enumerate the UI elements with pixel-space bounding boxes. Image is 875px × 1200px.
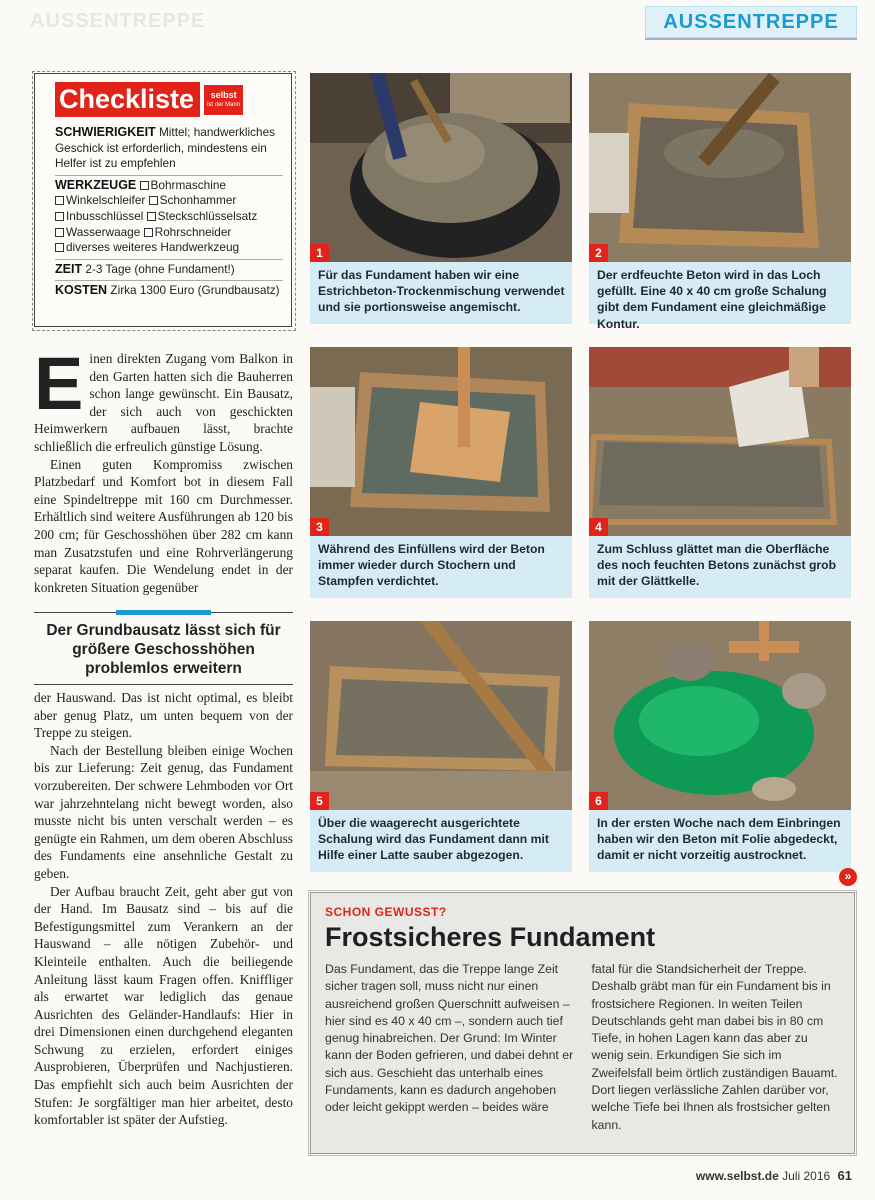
step-1: [310, 73, 572, 324]
step-number-badge: 6: [589, 792, 608, 810]
info-title: Frostsicheres Fundament: [325, 922, 656, 952]
article-paragraph: Nach der Bestellung bleiben einige Wochen bis zur Lieferung: Zeit genug, das Fundament vorzubereiten. Der schwere Lehmboden vor Ort war jahrzehntelang nicht bewegt worden, also musste nicht bis unten verschalt werden – es genügte ein Rahmen, um dem oberen Abschluss des Fundaments eine ansehnliche Gestalt zu geben.: [34, 742, 293, 881]
article-paragraph: der Hauswand. Das ist nicht optimal, es bleibt aber genug Platz, um unten bequem von der Treppe zu steigen.: [34, 690, 293, 741]
drop-cap: E: [34, 342, 84, 425]
step-number-badge: 5: [310, 792, 329, 810]
info-column-left: Das Fundament, das die Treppe lange Zeit sicher tragen soll, muss nicht nur einen ausreichend großen Querschnitt aufweisen – hier sind es 40 x 40 cm –, sondern auch tief genug hinabreichen. Der Grund: Im Winter kann der Boden gefrieren, und dabei dehnt er sich aus. Geschieht das unterhalb eines Fundaments, kann es dadurch angehoben oder leicht gekippt werden – beides wäre: [325, 962, 574, 1115]
photo-mixing-bucket: [310, 73, 572, 262]
checkbox-icon: [140, 181, 149, 190]
selbst-logo: selbst ist der Mann: [203, 84, 244, 116]
checklist-time: ZEIT 2-3 Tage (ohne Fundament!): [55, 260, 283, 282]
checkbox-icon: [55, 243, 64, 252]
checklist-box: [34, 73, 292, 327]
photo-formwork-filling: [589, 73, 851, 262]
step-caption: In der ersten Woche nach dem Einbringen haben wir den Beton mit Folie abgedeckt, damit er nicht vorzeitig austrocknet.: [589, 810, 851, 872]
step-number-badge: 4: [589, 518, 608, 536]
ghost-header-text: AUSSENTREPPE: [30, 10, 206, 32]
article-paragraph: Der Aufbau braucht Zeit, geht aber gut von der Hand. Im Bausatz sind – bis auf die Befestigungsmittel zum Verankern an der Hauswand – alle nötigen Zubehör- und Kleinteile enthalten. Auch die beiliegende Anleitung lässt kaum Fragen offen. Kniffliger als erwartet war lediglich das genaue Ausrichten des Geländer-Handlaufs: Hier in drei Dimensionen einen durchgehend eleganten Schwung zu erzielen, erfordert einiges Ausprobieren, Überprüfen und Nachjustieren. Das empfiehlt sich auch beim Ausrichten der Stufen: Je sorgfältiger man hier arbeitet, desto komfortabler ist später der Aufstieg.: [34, 883, 293, 1128]
checkbox-icon: [144, 228, 153, 237]
checkbox-icon: [55, 196, 64, 205]
checkbox-icon: [147, 212, 156, 221]
checklist-cost: KOSTEN Zirka 1300 Euro (Grundbausatz): [55, 283, 280, 298]
info-kicker: SCHON GEWUSST?: [325, 905, 447, 919]
step-number-badge: 1: [310, 244, 329, 262]
article-paragraph: Einen guten Kompromiss zwischen Platzbedarf und Komfort bot in diesem Fall eine Spindeltreppe mit 160 cm Durchmesser. Erhältlich sind weitere Ausführungen ab 120 bis 200 cm; für Geschosshöhen über 282 cm kann man Zusatzstufen und eine Rohrverlängerung separat kaufen. Die Wendelung endet in der konkreten Situation gegenüber: [34, 456, 293, 595]
step-caption: Für das Fundament haben wir eine Estrichbeton-Trockenmischung verwendet und sie portionsweise angemischt.: [310, 262, 572, 324]
footer-site: www.selbst.de: [695, 1169, 779, 1183]
page-number: 61: [837, 1168, 852, 1183]
checklist-tools: WERKZEUGE Bohrmaschine Winkelschleifer Schonhammer Inbusschlüssel Steckschlüsselsatz Wasserwaage Rohrschneider diverses weiteres Handwerkzeug: [55, 176, 283, 260]
step-6: [589, 621, 851, 872]
step-number-badge: 3: [310, 518, 329, 536]
continue-arrow-icon: »: [839, 868, 857, 886]
page-footer: [696, 1168, 852, 1183]
section-tab: AUSSENTREPPE: [645, 6, 857, 38]
info-box: [310, 892, 855, 1154]
checklist-title: Checkliste: [55, 82, 200, 117]
checkbox-icon: [149, 196, 158, 205]
info-columns: [325, 961, 840, 1134]
photo-compacting: [310, 347, 572, 536]
checkbox-icon: [55, 228, 64, 237]
checklist-header: [55, 82, 283, 117]
step-5: [310, 621, 572, 872]
footer-issue: Juli 2016: [782, 1169, 831, 1183]
article-text-top: [34, 342, 293, 596]
photo-leveling-batten: [310, 621, 572, 810]
step-number-badge: 2: [589, 244, 608, 262]
step-caption: Der erdfeuchte Beton wird in das Loch gefüllt. Eine 40 x 40 cm große Schalung gibt dem Fundament eine gleichmäßige Kontur.: [589, 262, 851, 324]
photo-foil-cover: [589, 621, 851, 810]
step-2: [589, 73, 851, 331]
checklist-difficulty: SCHWIERIGKEIT Mittel; handwerkliches Geschick ist erforderlich, mindestens ein Helfer ist zu empfehlen: [55, 123, 283, 176]
step-4: [589, 347, 851, 598]
photo-smoothing: [589, 347, 851, 536]
article-text-bottom: [34, 689, 293, 1129]
checkbox-icon: [55, 212, 64, 221]
article-paragraph: Einen direkten Zugang vom Balkon in den Garten hatten sich die Bauherren schon lange gewünscht. Ein Bausatz, der sich auch von geschickten Heimwerkern aufbauen lässt, brachte schließlich die erfreulich günstige Lösung.: [34, 342, 293, 454]
step-caption: Während des Einfüllens wird der Beton immer wieder durch Stochern und Stampfen verdichtet.: [310, 536, 572, 598]
step-3: [310, 347, 572, 598]
info-column-right: fatal für die Standsicherheit der Treppe. Deshalb gräbt man für ein Fundament bis in frostsichere Regionen. In weiten Teilen Deutschlands geht man dabei bis in 80 cm Tiefe, in hohen Lagen kann das aber zu wenig sein. Erkundigen Sie sich im Zweifelsfall beim örtlich zuständigen Bauamt. Dort liegen verlässliche Zahlen darüber vor, welche Tiefe bei Ihnen als frostsicher gelten kann.: [591, 962, 838, 1132]
pull-quote: Der Grundbausatz lässt sich für größere Geschosshöhen problemlos erweitern: [34, 612, 293, 685]
step-caption: Über die waagerecht ausgerichtete Schalung wird das Fundament dann mit Hilfe einer Latte sauber abgezogen.: [310, 810, 572, 872]
step-caption: Zum Schluss glättet man die Oberfläche des noch feuchten Betons zunächst grob mit der Glättkelle.: [589, 536, 851, 598]
